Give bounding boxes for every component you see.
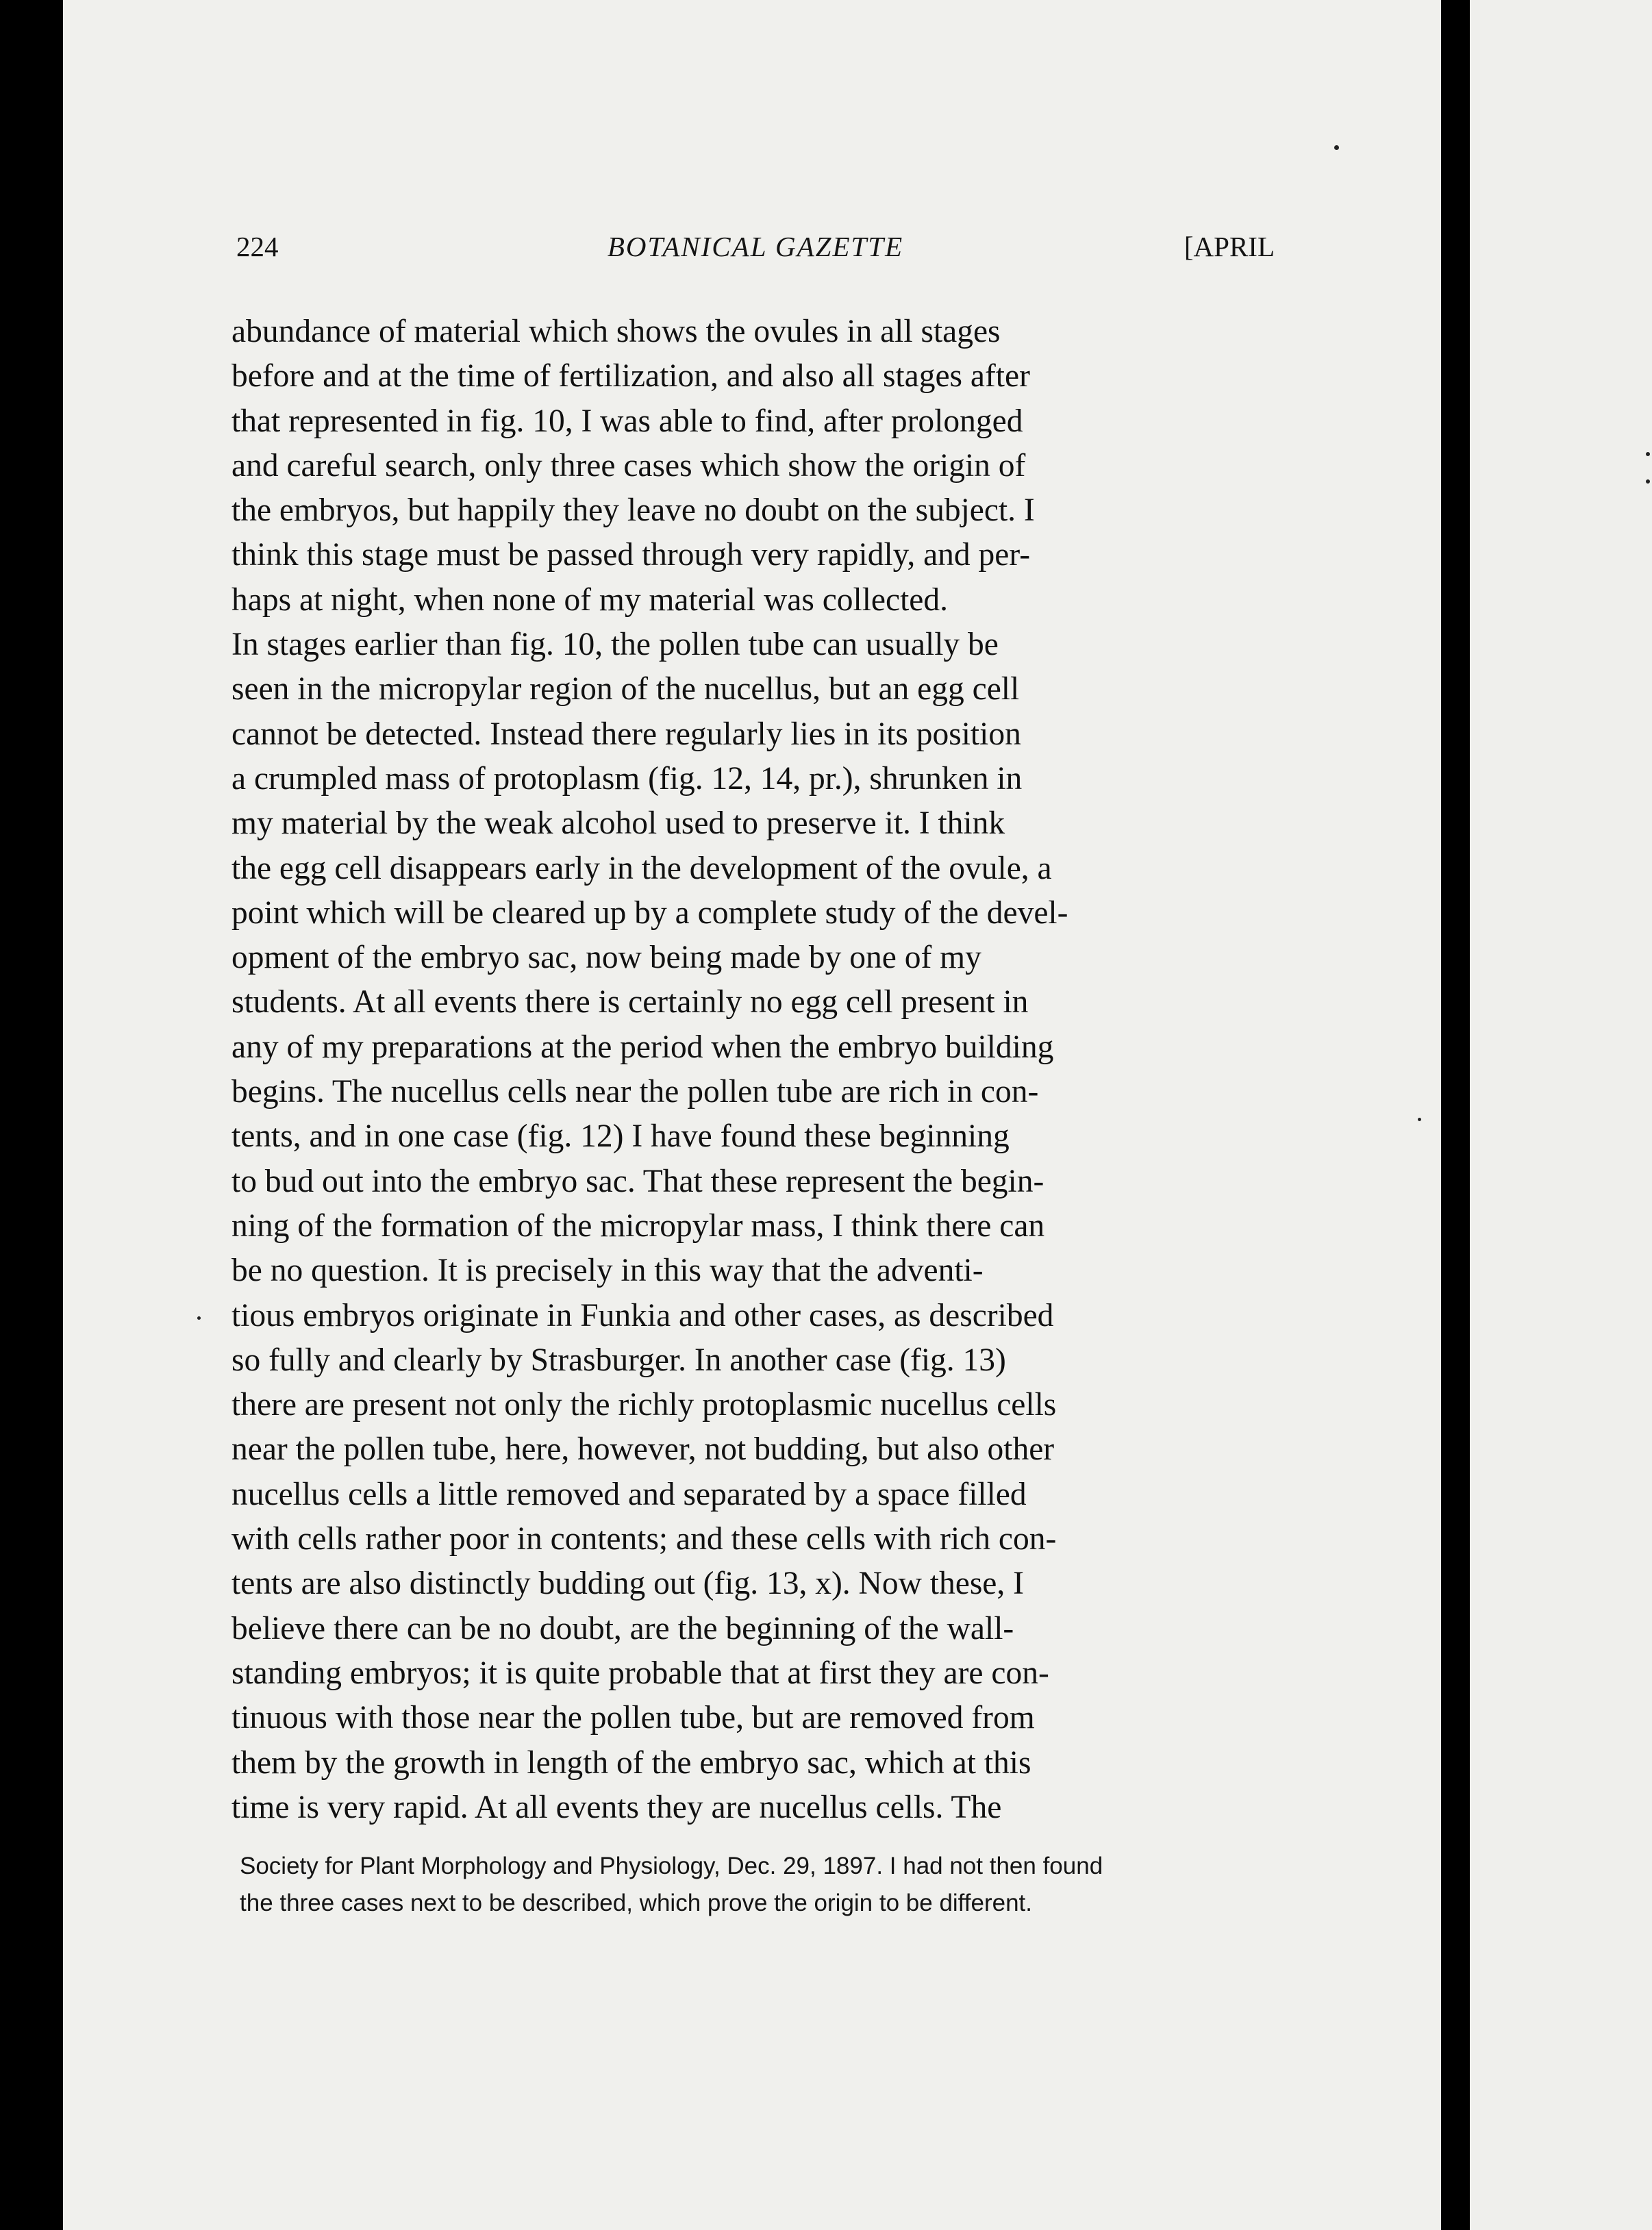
running-header [236,230,1275,278]
dust-speck [1418,1118,1421,1121]
footnote: Society for Plant Morphology and Physiology, Dec. 29, 1897. I had not then found the three cases next to be described, which prove the origin to be different. [240,1853,1103,1916]
dust-speck [1646,479,1650,484]
journal-title: BOTANICAL GAZETTE [607,231,904,262]
dust-speck [1334,145,1339,150]
issue-month: [APRIL [1184,231,1275,262]
facing-page-edge [1470,0,1652,2230]
dust-speck [197,1316,201,1320]
page-number: 224 [236,231,279,262]
dust-speck [1646,452,1650,456]
body-text: abundance of material which shows the ovules in all stages before and at the time of fertilization, and also all stages after that represented in fig. 10, I was able to find, after prolonged and careful search, only three cases which show the origin of the embryos, but happily they leave no doubt on the subject. I think this stage must be passed through very rapidly, and per- haps at night, when none of my material was collected. In stages earlier than fig. 10, the pollen tube can usually be seen in the micropylar region of the nucellus, but an egg cell cannot be detected. Instead there regularly lies in its position a crumpled mass of protoplasm (fig. 12, 14, pr.), shrunken in my material by the weak alcohol used to preserve it. I think the egg cell disappears early in the development of the ovule, a point which will be cleared up by a complete study of the devel- opment of the embryo sac, now being made by one of my students. At all events there is certainly no egg cell present in any of my preparations at the period when the embryo building begins. The nucellus cells near the pollen tube are rich in con- tents, and in one case (fig. 12) I have found these beginning to bud out into the embryo sac. That these represent the begin- ning of the formation of the micropylar mass, I think there can be no question. It is precisely in this way that the adventi- tious embryos originate in Funkia and other cases, as described so fully and clearly by Strasburger. In another case (fig. 13) there are present not only the richly protoplasmic nucellus cells near the pollen tube, here, however, not budding, but also other nucellus cells a little removed and separated by a space filled with cells rather poor in contents; and these cells with rich con- tents are also distinctly budding out (fig. 13, x). Now these, I believe there can be no doubt, are the beginning of the wall- standing embryos; it is quite probable that at first they are con- tinuous with those near the pollen tube, but are removed from them by the growth in length of the embryo sac, which at this time is very rapid. At all events they are nucellus cells. The [231,314,1068,1825]
